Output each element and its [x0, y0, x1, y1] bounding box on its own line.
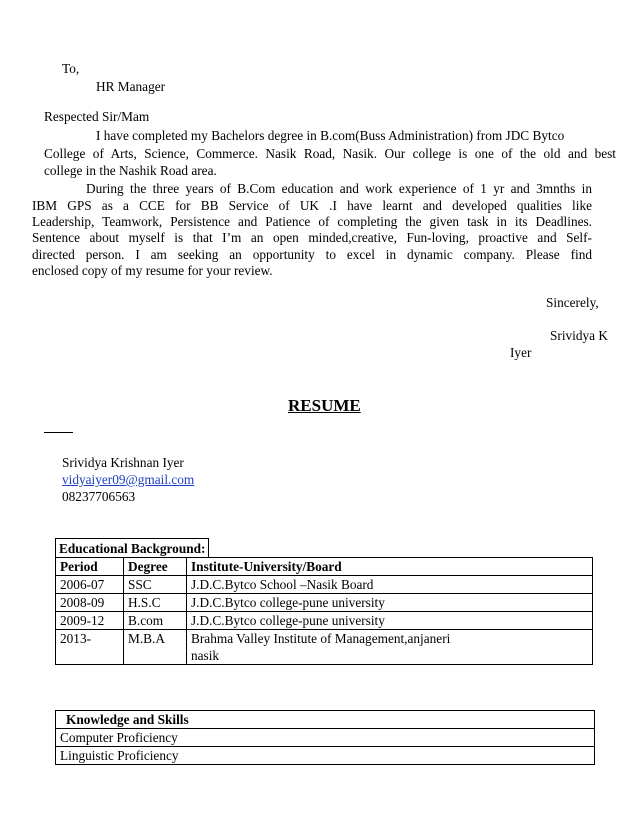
- cell-institute: J.D.C.Bytco college-pune university: [187, 594, 593, 612]
- table-row: [56, 576, 593, 594]
- divider-rule: [44, 432, 73, 433]
- cell-period: 2006-07: [56, 576, 124, 594]
- letter-para2-line6: enclosed copy of my resume for your review.: [32, 263, 273, 278]
- letter-para1-line2: College of Arts, Science, Commerce. Nasik Road, Nasik. Our college is one of the old and best: [44, 146, 616, 161]
- letter-salutation: Respected Sir/Mam: [44, 109, 150, 124]
- cell-period: 2013-: [56, 630, 124, 665]
- list-item: [56, 729, 595, 747]
- cell-degree: SSC: [124, 576, 187, 594]
- cell-institute: [187, 630, 593, 665]
- letter-closing: Sincerely,: [546, 295, 599, 310]
- skill-item: Linguistic Proficiency: [56, 747, 595, 765]
- resume-name: Srividya Krishnan Iyer: [62, 455, 184, 470]
- header-period: Period: [56, 558, 124, 576]
- cell-period: 2008-09: [56, 594, 124, 612]
- cell-institute: J.D.C.Bytco college-pune university: [187, 612, 593, 630]
- cell-period: 2009-12: [56, 612, 124, 630]
- skill-item: Computer Proficiency: [56, 729, 595, 747]
- header-institute: Institute-University/Board: [187, 558, 593, 576]
- table-row: [56, 612, 593, 630]
- cell-degree: M.B.A: [124, 630, 187, 665]
- letter-signature-last: Iyer: [510, 345, 532, 360]
- skills-table: [55, 710, 595, 765]
- letter-recipient: HR Manager: [96, 79, 166, 94]
- cell-institute: J.D.C.Bytco School –Nasik Board: [187, 576, 593, 594]
- skills-heading: Knowledge and Skills: [56, 711, 595, 729]
- letter-para2-line3: Leadership, Teamwork, Persistence and Patience of completing the given task in its Deadlines.: [32, 214, 592, 229]
- table-row: [56, 594, 593, 612]
- phone-number: 08237706563: [62, 489, 136, 504]
- education-table: [55, 557, 593, 665]
- letter-para2-line5: directed person. I am seeking an opportunity to excel in dynamic company. Please find: [32, 247, 592, 262]
- letter-para2-line4: Sentence about myself is that I’m an open minded,creative, Fun-loving, proactive and Self-: [32, 230, 592, 245]
- letter-to: To,: [62, 61, 80, 76]
- table-header-row: [56, 558, 593, 576]
- cell-degree: H.S.C: [124, 594, 187, 612]
- education-heading: Educational Background:: [55, 538, 209, 557]
- email-link[interactable]: vidyaiyer09@gmail.com: [62, 472, 195, 487]
- letter-para1-line1: I have completed my Bachelors degree in B.com(Buss Administration) from JDC Bytco: [96, 128, 565, 143]
- letter-para1-line3: college in the Nashik Road area.: [44, 163, 217, 178]
- cell-degree: B.com: [124, 612, 187, 630]
- letter-para2-line1: During the three years of B.Com education and work experience of 1 yr and 3mnths in: [86, 181, 592, 196]
- skills-header-row: [56, 711, 595, 729]
- table-row: [56, 630, 593, 665]
- resume-title: RESUME: [288, 396, 361, 415]
- letter-para2-line2: IBM GPS as a CCE for BB Service of UK .I have learnt and developed qualities like: [32, 198, 592, 213]
- letter-signature-first: Srividya K: [550, 328, 608, 343]
- institute-text: Brahma Valley Institute of Management,anjaneri nasik: [191, 631, 451, 663]
- header-degree: Degree: [124, 558, 187, 576]
- list-item: [56, 747, 595, 765]
